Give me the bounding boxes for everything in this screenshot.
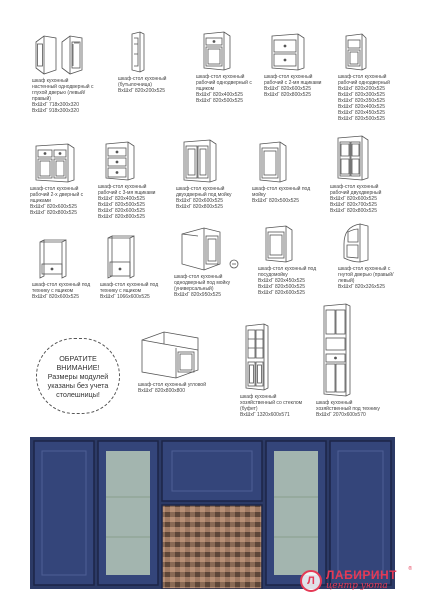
appliance-drawer-drawing: [32, 236, 76, 280]
product-title: шкаф кухонный хозяйственный со стеклом (буфет): [240, 394, 303, 412]
product-title: шкаф-стол кухонный под технику с ящиком: [100, 282, 159, 294]
product-dishwasher: [258, 222, 322, 296]
product-bottle: [118, 30, 174, 94]
product-dims: [264, 86, 326, 98]
product-label: [30, 186, 90, 216]
product-dims: [32, 102, 94, 114]
attention-note: [36, 338, 120, 414]
product-corner-base: [138, 326, 216, 394]
product-dims: [316, 412, 386, 418]
product-dims: [338, 86, 396, 122]
dim-line: ВхШхГ 820х800х800: [138, 388, 185, 394]
product-label: [32, 282, 94, 300]
sink-single-drawing: [252, 138, 292, 184]
product-dims: [176, 198, 244, 210]
dim-line: ВхШхГ 1066х600х525: [100, 294, 150, 300]
note-line: ВНИМАНИЕ!: [56, 362, 100, 372]
dim-line: ВхШхГ 820х950х525: [174, 292, 221, 298]
dim-line: ВхШхГ 820х350х525: [338, 98, 385, 104]
product-label: [196, 74, 254, 104]
three-drawers-drawing: [98, 136, 140, 182]
product-label: [32, 78, 94, 114]
dim-line: ВхШхГ 1320х600х571: [240, 412, 290, 418]
dishwasher-drawing: [258, 222, 298, 264]
logo-name: ЛАБИРИНТ: [326, 568, 397, 582]
product-title: шкаф-стол кухонный рабочий с 2-мя ящиками: [264, 74, 322, 86]
note-line: Размеры модулей: [47, 371, 109, 381]
dim-line: ВхШхГ 820х500х525: [196, 98, 243, 104]
product-dims: [174, 292, 246, 298]
product-title: шкаф-стол кухонный однодверный под мойку (универсальный): [174, 274, 231, 292]
dim-line: ВхШхГ 918х300х320: [32, 108, 79, 114]
dim-line: ВхШхГ 820х300х525: [338, 92, 385, 98]
product-title: шкаф-стол кухонный (бутылочница): [118, 76, 167, 88]
product-label: [264, 74, 326, 98]
logo-text: [326, 570, 397, 592]
product-dims: [258, 278, 322, 296]
note-line: столешницы!: [56, 389, 100, 399]
dim-line: ВхШхГ 820х400х525: [338, 104, 385, 110]
product-title: шкаф-стол кухонный рабочий 2-х дверный с ящиками: [30, 186, 84, 204]
sink-two-door-drawing: [176, 136, 222, 184]
product-sink-two-door: [176, 136, 244, 210]
product-title: шкаф-стол кухонный под технику с ящиком: [32, 282, 91, 294]
product-label: [330, 184, 396, 214]
product-dims: [118, 88, 174, 94]
product-title: шкаф-стол кухонный рабочий однодверный: [338, 74, 390, 86]
product-label: [338, 266, 398, 290]
trademark-mark: ®: [408, 566, 412, 572]
dim-line: ВхШхГ 820х500х525: [258, 284, 305, 290]
sink-universal-drawing: [174, 224, 240, 272]
two-door-drawers-drawing: [30, 138, 80, 184]
product-dims: [32, 294, 94, 300]
dim-line: ВхШхГ 820х500х525: [252, 198, 299, 204]
product-title: шкаф кухонный хозяйственный под технику: [316, 400, 380, 412]
product-single-door: [338, 28, 396, 122]
note-line: ОБРАТИТЕ: [59, 353, 97, 363]
product-appliance-drawer: [32, 236, 94, 300]
dim-line: ВхШхГ 820х450х525: [338, 110, 385, 116]
product-title: шкаф-стол кухонный под мойку: [252, 186, 311, 198]
dim-line: ВхШхГ 718х300х320: [32, 102, 79, 108]
dim-line: ВхШхГ 820х326х525: [338, 284, 385, 290]
product-dims: [98, 196, 158, 220]
logo-mark: Л: [300, 570, 322, 592]
product-dims: [338, 284, 398, 290]
product-buffet: [240, 322, 306, 418]
dim-line: ВхШхГ 820х600х525: [98, 208, 145, 214]
tall-appliance-drawing: [316, 302, 356, 398]
product-rounded: [338, 220, 398, 290]
product-dims: [30, 204, 90, 216]
single-door-drawing: [338, 28, 374, 72]
product-label: [118, 76, 174, 94]
bottle-drawing: [118, 30, 158, 74]
dim-line: ВхШхГ 820х800х525: [330, 208, 377, 214]
buffet-drawing: [240, 322, 274, 392]
dim-line: ВхШхГ 820х200х525: [338, 86, 385, 92]
corner-base-drawing: [138, 326, 202, 380]
product-sink-universal: [174, 224, 246, 298]
dim-line: ВхШхГ 2070х600х570: [316, 412, 366, 418]
product-label: [316, 400, 386, 418]
product-label: [98, 184, 158, 220]
product-two-door-drawers: [30, 138, 90, 216]
product-title: шкаф-стол кухонный рабочий однодверный с ящиком: [196, 74, 252, 92]
product-label: [240, 394, 306, 418]
dim-line: ВхШхГ 820х600х525: [258, 290, 305, 296]
drawers-2-drawing: [264, 28, 310, 72]
logo-subtitle: центр уюта: [326, 581, 388, 591]
product-three-drawers: [98, 136, 158, 220]
appliance-drawer-2-drawing: [100, 232, 144, 280]
product-title: шкаф-стол кухонный рабочий с 3-мя ящиками: [98, 184, 156, 196]
product-label: [138, 382, 216, 394]
dim-line: ВхШхГ 820х600х525: [264, 86, 311, 92]
dim-line: ВхШхГ 820х700х525: [330, 202, 377, 208]
product-title: шкаф-стол кухонный двухдверный под мойку: [176, 186, 232, 198]
dim-line: ВхШхГ 820х600х525: [330, 196, 377, 202]
dim-line: ВхШхГ 820х800х525: [176, 204, 223, 210]
product-label: [252, 186, 316, 204]
dim-line: ВхШхГ 820х400х525: [98, 196, 145, 202]
product-label: [100, 282, 164, 300]
product-appliance-drawer-2: [100, 232, 164, 300]
product-title: шкаф-стол кухонный с гнутой дверью (правый/левый): [338, 266, 394, 284]
product-title: шкаф-стол кухонный под посудомойку: [258, 266, 317, 278]
product-label: [176, 186, 244, 210]
product-title: шкаф-стол кухонный рабочий двухдверный: [330, 184, 382, 196]
dim-line: ВхШхГ 820х500х525: [98, 202, 145, 208]
product-dims: [138, 388, 216, 394]
dim-line: ВхШхГ 820х600х525: [30, 204, 77, 210]
dim-line: ВхШхГ 820х200х525: [118, 88, 165, 94]
dim-line: ВхШхГ 820х800х525: [264, 92, 311, 98]
labirint-logo: [300, 566, 410, 596]
dim-line: ВхШхГ 820х800х525: [30, 210, 77, 216]
product-wall-corner: [32, 32, 94, 114]
product-tall-appliance: [316, 302, 386, 418]
wall-corner-drawing: [32, 32, 86, 76]
product-dims: [196, 92, 254, 104]
product-title: шкаф-стол кухонный угловой: [138, 382, 206, 388]
dim-line: ВхШхГ 820х500х525: [338, 116, 385, 122]
product-dims: [100, 294, 164, 300]
product-two-door: [330, 132, 396, 214]
product-label: [338, 74, 396, 122]
rounded-drawing: [338, 220, 378, 264]
product-drawers-2: [264, 28, 326, 98]
product-dims: [252, 198, 316, 204]
dim-line: ВхШхГ 820х400х525: [196, 92, 243, 98]
product-sink-single: [252, 138, 316, 204]
product-label: [258, 266, 322, 296]
product-label: [174, 274, 246, 298]
product-dims: [240, 412, 306, 418]
product-drawer-1: [196, 28, 254, 104]
product-dims: [330, 196, 396, 214]
dim-line: ВхШхГ 820х800х525: [98, 214, 145, 220]
product-title: шкаф кухонный настенный однодверный с глухой дверью (левый/правый): [32, 78, 94, 102]
two-door-drawing: [330, 132, 374, 182]
dim-line: ВхШхГ 820х600х525: [176, 198, 223, 204]
note-line: указаны без учета: [47, 380, 109, 390]
dim-line: ВхШхГ 820х450х525: [258, 278, 305, 284]
drawer-1-drawing: [196, 28, 236, 72]
dim-line: ВхШхГ 820х600х525: [32, 294, 79, 300]
